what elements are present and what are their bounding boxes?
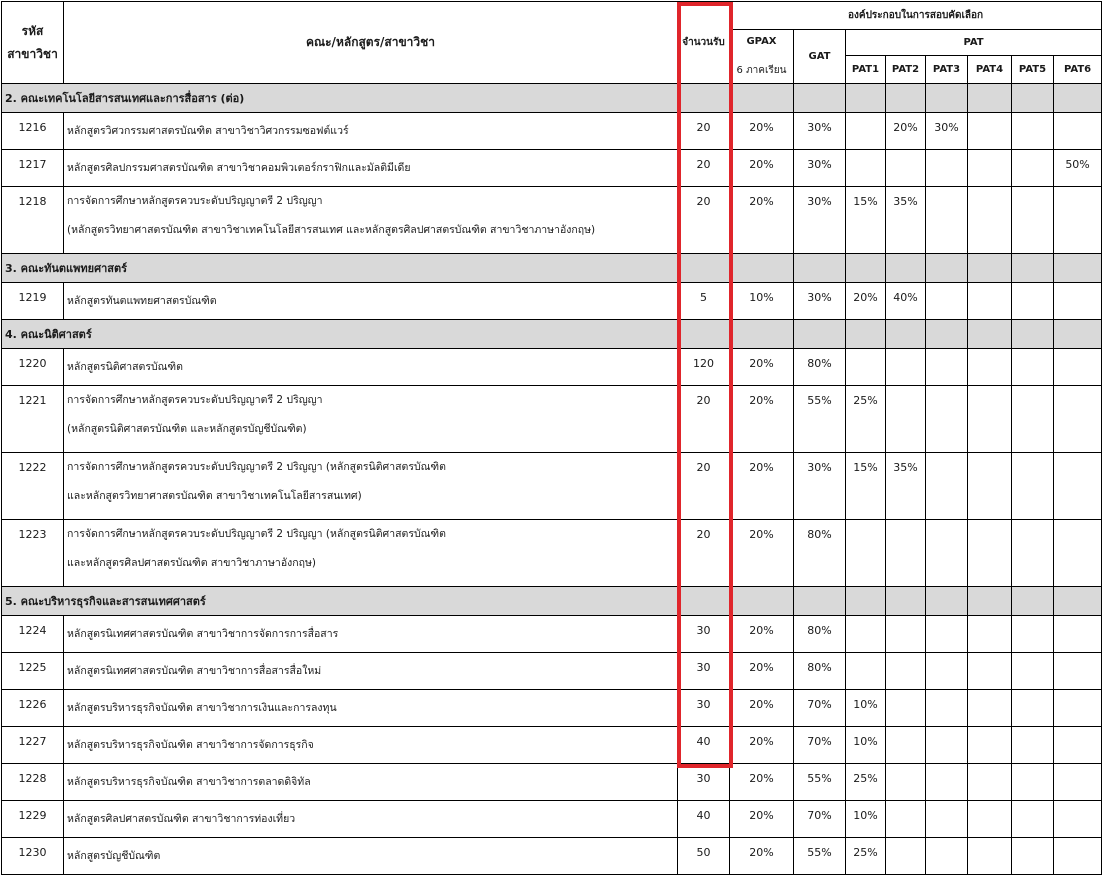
gpax-cell: 20%	[730, 838, 794, 875]
program-name	[64, 113, 678, 150]
pat2-cell	[886, 727, 926, 764]
section-title: 5. คณะบริหารธุรกิจและสารสนเทศศาสตร์	[2, 587, 678, 616]
gat-cell: 55%	[794, 764, 846, 801]
gat-cell: 30%	[794, 113, 846, 150]
table-row	[2, 150, 1102, 187]
quota-cell: 40	[678, 727, 730, 764]
pat5-cell	[1012, 616, 1054, 653]
pat4-cell	[968, 113, 1012, 150]
pat4-cell	[968, 727, 1012, 764]
header-code: รหัส สาขาวิชา	[2, 2, 64, 84]
program-name-line: หลักสูตรบริหารธุรกิจบัณฑิต สาขาวิชาการจัดการธุรกิจ	[67, 738, 314, 751]
section-cell	[926, 254, 968, 283]
section-cell	[678, 587, 730, 616]
section-cell	[846, 320, 886, 349]
section-title: 3. คณะทันตแพทยศาสตร์	[2, 254, 678, 283]
quota-cell: 20	[678, 520, 730, 587]
pat2-cell	[886, 838, 926, 875]
pat3-cell	[926, 653, 968, 690]
gpax-cell: 20%	[730, 801, 794, 838]
program-name	[64, 801, 678, 838]
quota-cell: 50	[678, 838, 730, 875]
program-code: 1222	[2, 453, 64, 520]
quota-cell: 20	[678, 187, 730, 254]
pat6-cell	[1054, 616, 1102, 653]
program-name	[64, 616, 678, 653]
program-name-line: การจัดการศึกษาหลักสูตรควบระดับปริญญาตรี 2 ปริญญา	[67, 195, 323, 207]
program-code: 1228	[2, 764, 64, 801]
pat1-cell	[846, 150, 886, 187]
program-code: 1225	[2, 653, 64, 690]
section-cell	[794, 84, 846, 113]
pat1-cell: 15%	[846, 453, 886, 520]
pat2-cell: 35%	[886, 453, 926, 520]
section-cell	[968, 84, 1012, 113]
program-name	[64, 283, 678, 320]
table-row	[2, 113, 1102, 150]
pat5-cell	[1012, 520, 1054, 587]
pat6-cell	[1054, 187, 1102, 254]
table-row	[2, 283, 1102, 320]
pat5-cell	[1012, 801, 1054, 838]
section-cell	[1012, 320, 1054, 349]
pat1-cell: 20%	[846, 283, 886, 320]
gat-cell: 55%	[794, 838, 846, 875]
gpax-cell: 20%	[730, 187, 794, 254]
pat3-cell	[926, 616, 968, 653]
pat1-cell	[846, 113, 886, 150]
section-cell	[926, 84, 968, 113]
pat1-cell: 25%	[846, 386, 886, 453]
gat-cell: 80%	[794, 349, 846, 386]
program-name-line: (หลักสูตรวิทยาศาสตรบัณฑิต สาขาวิชาเทคโนโลยีสารสนเทศ และหลักสูตรศิลปศาสตรบัณฑิต สาขาวิชาภาษาอังกฤษ)	[67, 224, 596, 236]
pat4-cell	[968, 764, 1012, 801]
section-cell	[926, 587, 968, 616]
pat2-cell	[886, 349, 926, 386]
program-name-line: หลักสูตรศิลปศาสตรบัณฑิต สาขาวิชาการท่องเที่ยว	[67, 812, 296, 825]
program-name-line: และหลักสูตรศิลปศาสตรบัณฑิต สาขาวิชาภาษาอังกฤษ)	[67, 557, 316, 569]
pat5-cell	[1012, 727, 1054, 764]
pat6-cell	[1054, 386, 1102, 453]
header-pat3: PAT3	[926, 56, 968, 84]
program-name-line: (หลักสูตรนิติศาสตรบัณฑิต และหลักสูตรบัญชีบัณฑิต)	[67, 423, 307, 435]
pat3-cell	[926, 690, 968, 727]
section-title: 4. คณะนิติศาสตร์	[2, 320, 678, 349]
pat1-cell	[846, 616, 886, 653]
pat6-cell	[1054, 349, 1102, 386]
quota-cell: 20	[678, 453, 730, 520]
pat4-cell	[968, 801, 1012, 838]
pat2-cell	[886, 150, 926, 187]
gat-cell: 30%	[794, 150, 846, 187]
admission-table	[1, 1, 1102, 875]
gat-cell: 80%	[794, 653, 846, 690]
gat-cell: 80%	[794, 616, 846, 653]
program-name-line: การจัดการศึกษาหลักสูตรควบระดับปริญญาตรี 2 ปริญญา	[67, 394, 323, 406]
table-row	[2, 764, 1102, 801]
pat1-cell: 10%	[846, 801, 886, 838]
table-row	[2, 838, 1102, 875]
pat6-cell	[1054, 520, 1102, 587]
header-program: คณะ/หลักสูตร/สาขาวิชา	[64, 2, 678, 84]
pat5-cell	[1012, 453, 1054, 520]
program-code: 1230	[2, 838, 64, 875]
program-name	[64, 150, 678, 187]
quota-cell: 120	[678, 349, 730, 386]
program-name	[64, 838, 678, 875]
pat1-cell: 25%	[846, 764, 886, 801]
pat1-cell	[846, 653, 886, 690]
program-code: 1226	[2, 690, 64, 727]
pat2-cell: 35%	[886, 187, 926, 254]
section-cell	[730, 84, 794, 113]
program-code: 1229	[2, 801, 64, 838]
pat5-cell	[1012, 764, 1054, 801]
program-name-line: หลักสูตรบริหารธุรกิจบัณฑิต สาขาวิชาการตลาดดิจิทัล	[67, 775, 311, 788]
pat6-cell	[1054, 838, 1102, 875]
program-code: 1221	[2, 386, 64, 453]
pat5-cell	[1012, 113, 1054, 150]
program-name-line: หลักสูตรวิศวกรรมศาสตรบัณฑิต สาขาวิชาวิศวกรรมซอฟต์แวร์	[67, 124, 349, 137]
gpax-cell: 20%	[730, 727, 794, 764]
program-code: 1217	[2, 150, 64, 187]
pat4-cell	[968, 453, 1012, 520]
gpax-cell: 20%	[730, 349, 794, 386]
gat-cell: 80%	[794, 520, 846, 587]
pat2-cell	[886, 764, 926, 801]
pat5-cell	[1012, 150, 1054, 187]
pat3-cell	[926, 150, 968, 187]
header-pat: PAT	[846, 30, 1102, 56]
section-cell	[1054, 320, 1102, 349]
section-cell	[1012, 587, 1054, 616]
quota-cell: 30	[678, 653, 730, 690]
pat2-cell	[886, 690, 926, 727]
program-code: 1219	[2, 283, 64, 320]
pat1-cell: 10%	[846, 727, 886, 764]
pat6-cell	[1054, 283, 1102, 320]
program-name	[64, 653, 678, 690]
pat6-cell	[1054, 801, 1102, 838]
pat3-cell	[926, 349, 968, 386]
table-row	[2, 801, 1102, 838]
section-cell	[926, 320, 968, 349]
section-title: 2. คณะเทคโนโลยีสารสนเทศและการสื่อสาร (ต่อ)	[2, 84, 678, 113]
pat1-cell: 25%	[846, 838, 886, 875]
program-code: 1227	[2, 727, 64, 764]
pat4-cell	[968, 520, 1012, 587]
section-cell	[968, 587, 1012, 616]
pat3-cell	[926, 453, 968, 520]
program-name	[64, 764, 678, 801]
section-row	[2, 320, 1102, 349]
gpax-cell: 20%	[730, 386, 794, 453]
pat4-cell	[968, 838, 1012, 875]
section-cell	[678, 320, 730, 349]
program-code: 1223	[2, 520, 64, 587]
pat4-cell	[968, 283, 1012, 320]
section-cell	[794, 254, 846, 283]
pat4-cell	[968, 653, 1012, 690]
section-cell	[886, 587, 926, 616]
gat-cell: 70%	[794, 801, 846, 838]
header-quota: จำนวนรับ	[678, 2, 730, 84]
gat-cell: 30%	[794, 283, 846, 320]
section-row	[2, 254, 1102, 283]
pat4-cell	[968, 349, 1012, 386]
header-pat1: PAT1	[846, 56, 886, 84]
gpax-cell: 20%	[730, 764, 794, 801]
pat2-cell: 40%	[886, 283, 926, 320]
section-cell	[794, 587, 846, 616]
pat3-cell	[926, 283, 968, 320]
gpax-cell: 20%	[730, 616, 794, 653]
pat1-cell: 10%	[846, 690, 886, 727]
pat6-cell	[1054, 113, 1102, 150]
section-cell	[968, 254, 1012, 283]
pat3-cell	[926, 764, 968, 801]
pat3-cell	[926, 838, 968, 875]
pat2-cell	[886, 653, 926, 690]
pat5-cell	[1012, 349, 1054, 386]
table-row	[2, 187, 1102, 254]
pat6-cell	[1054, 690, 1102, 727]
section-cell	[678, 84, 730, 113]
pat2-cell	[886, 386, 926, 453]
table-row	[2, 690, 1102, 727]
pat6-cell	[1054, 764, 1102, 801]
pat4-cell	[968, 187, 1012, 254]
pat4-cell	[968, 386, 1012, 453]
gpax-cell: 20%	[730, 653, 794, 690]
section-cell	[846, 84, 886, 113]
program-name	[64, 520, 678, 587]
header-components: องค์ประกอบในการสอบคัดเลือก	[730, 2, 1102, 30]
pat6-cell	[1054, 653, 1102, 690]
section-cell	[730, 320, 794, 349]
pat3-cell	[926, 727, 968, 764]
program-name-line: หลักสูตรนิติศาสตรบัณฑิต	[67, 360, 183, 373]
gpax-cell: 20%	[730, 520, 794, 587]
program-name-line: หลักสูตรบัญชีบัณฑิต	[67, 849, 161, 862]
section-row	[2, 587, 1102, 616]
pat5-cell	[1012, 690, 1054, 727]
table-row	[2, 453, 1102, 520]
pat5-cell	[1012, 386, 1054, 453]
section-cell	[886, 320, 926, 349]
program-code: 1224	[2, 616, 64, 653]
pat3-cell	[926, 520, 968, 587]
pat6-cell	[1054, 727, 1102, 764]
program-name-line: การจัดการศึกษาหลักสูตรควบระดับปริญญาตรี 2 ปริญญา (หลักสูตรนิติศาสตรบัณฑิต	[67, 528, 446, 540]
table-row	[2, 349, 1102, 386]
section-row	[2, 84, 1102, 113]
header-pat5: PAT5	[1012, 56, 1054, 84]
quota-cell: 30	[678, 616, 730, 653]
section-cell	[1054, 84, 1102, 113]
header-pat2: PAT2	[886, 56, 926, 84]
quota-cell: 20	[678, 113, 730, 150]
program-name-line: หลักสูตรศิลปกรรมศาสตรบัณฑิต สาขาวิชาคอมพิวเตอร์กราฟิกและมัลติมีเดีย	[67, 161, 411, 174]
section-cell	[794, 320, 846, 349]
gat-cell: 70%	[794, 690, 846, 727]
pat5-cell	[1012, 838, 1054, 875]
header-gat: GAT	[794, 30, 846, 84]
pat5-cell	[1012, 653, 1054, 690]
section-cell	[1054, 254, 1102, 283]
pat3-cell	[926, 386, 968, 453]
pat2-cell	[886, 520, 926, 587]
section-cell	[730, 587, 794, 616]
gpax-cell: 20%	[730, 150, 794, 187]
program-code: 1216	[2, 113, 64, 150]
gpax-cell: 20%	[730, 690, 794, 727]
pat3-cell	[926, 801, 968, 838]
section-cell	[846, 254, 886, 283]
pat1-cell: 15%	[846, 187, 886, 254]
pat2-cell	[886, 801, 926, 838]
program-name-line: หลักสูตรนิเทศศาสตรบัณฑิต สาขาวิชาการสื่อสารสื่อใหม่	[67, 664, 322, 677]
pat1-cell	[846, 520, 886, 587]
pat6-cell	[1054, 453, 1102, 520]
quota-cell: 20	[678, 150, 730, 187]
quota-cell: 30	[678, 764, 730, 801]
gpax-cell: 10%	[730, 283, 794, 320]
gpax-cell: 20%	[730, 113, 794, 150]
pat5-cell	[1012, 187, 1054, 254]
pat4-cell	[968, 616, 1012, 653]
gat-cell: 30%	[794, 453, 846, 520]
program-name	[64, 386, 678, 453]
gpax-cell: 20%	[730, 453, 794, 520]
quota-cell: 40	[678, 801, 730, 838]
program-code: 1218	[2, 187, 64, 254]
table-row	[2, 386, 1102, 453]
table-row	[2, 727, 1102, 764]
program-name-line: หลักสูตรบริหารธุรกิจบัณฑิต สาขาวิชาการเงินและการลงทุน	[67, 701, 337, 714]
header-gpax: GPAX 6 ภาคเรียน	[730, 30, 794, 84]
pat3-cell: 30%	[926, 113, 968, 150]
section-cell	[1012, 84, 1054, 113]
program-name	[64, 187, 678, 254]
section-cell	[846, 587, 886, 616]
pat4-cell	[968, 690, 1012, 727]
section-cell	[886, 254, 926, 283]
quota-cell: 5	[678, 283, 730, 320]
table-row	[2, 616, 1102, 653]
program-name-line: หลักสูตรทันตแพทยศาสตรบัณฑิต	[67, 294, 217, 307]
section-cell	[886, 84, 926, 113]
pat3-cell	[926, 187, 968, 254]
quota-cell: 30	[678, 690, 730, 727]
program-name	[64, 690, 678, 727]
program-name	[64, 727, 678, 764]
header-pat4: PAT4	[968, 56, 1012, 84]
program-name-line: หลักสูตรนิเทศศาสตรบัณฑิต สาขาวิชาการจัดการการสื่อสาร	[67, 627, 339, 640]
section-cell	[678, 254, 730, 283]
pat4-cell	[968, 150, 1012, 187]
program-name-line: การจัดการศึกษาหลักสูตรควบระดับปริญญาตรี 2 ปริญญา (หลักสูตรนิติศาสตรบัณฑิต	[67, 461, 446, 473]
section-cell	[1012, 254, 1054, 283]
section-cell	[1054, 587, 1102, 616]
pat5-cell	[1012, 283, 1054, 320]
table-row	[2, 653, 1102, 690]
gat-cell: 70%	[794, 727, 846, 764]
program-name	[64, 453, 678, 520]
section-cell	[730, 254, 794, 283]
program-name-line: และหลักสูตรวิทยาศาสตรบัณฑิต สาขาวิชาเทคโนโลยีสารสนเทศ)	[67, 490, 362, 502]
program-code: 1220	[2, 349, 64, 386]
pat2-cell: 20%	[886, 113, 926, 150]
table-row	[2, 520, 1102, 587]
pat6-cell: 50%	[1054, 150, 1102, 187]
pat2-cell	[886, 616, 926, 653]
program-name	[64, 349, 678, 386]
header-pat6: PAT6	[1054, 56, 1102, 84]
gat-cell: 30%	[794, 187, 846, 254]
pat1-cell	[846, 349, 886, 386]
quota-cell: 20	[678, 386, 730, 453]
section-cell	[968, 320, 1012, 349]
gat-cell: 55%	[794, 386, 846, 453]
